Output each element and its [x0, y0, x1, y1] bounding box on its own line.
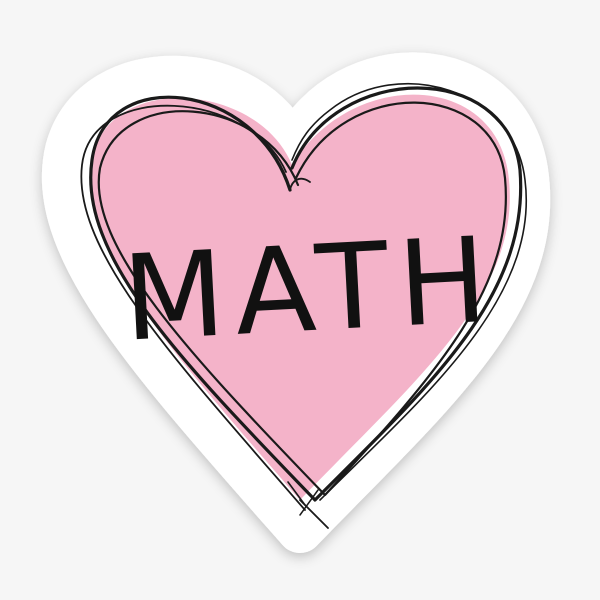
heart-label-text: MATH [119, 210, 501, 368]
